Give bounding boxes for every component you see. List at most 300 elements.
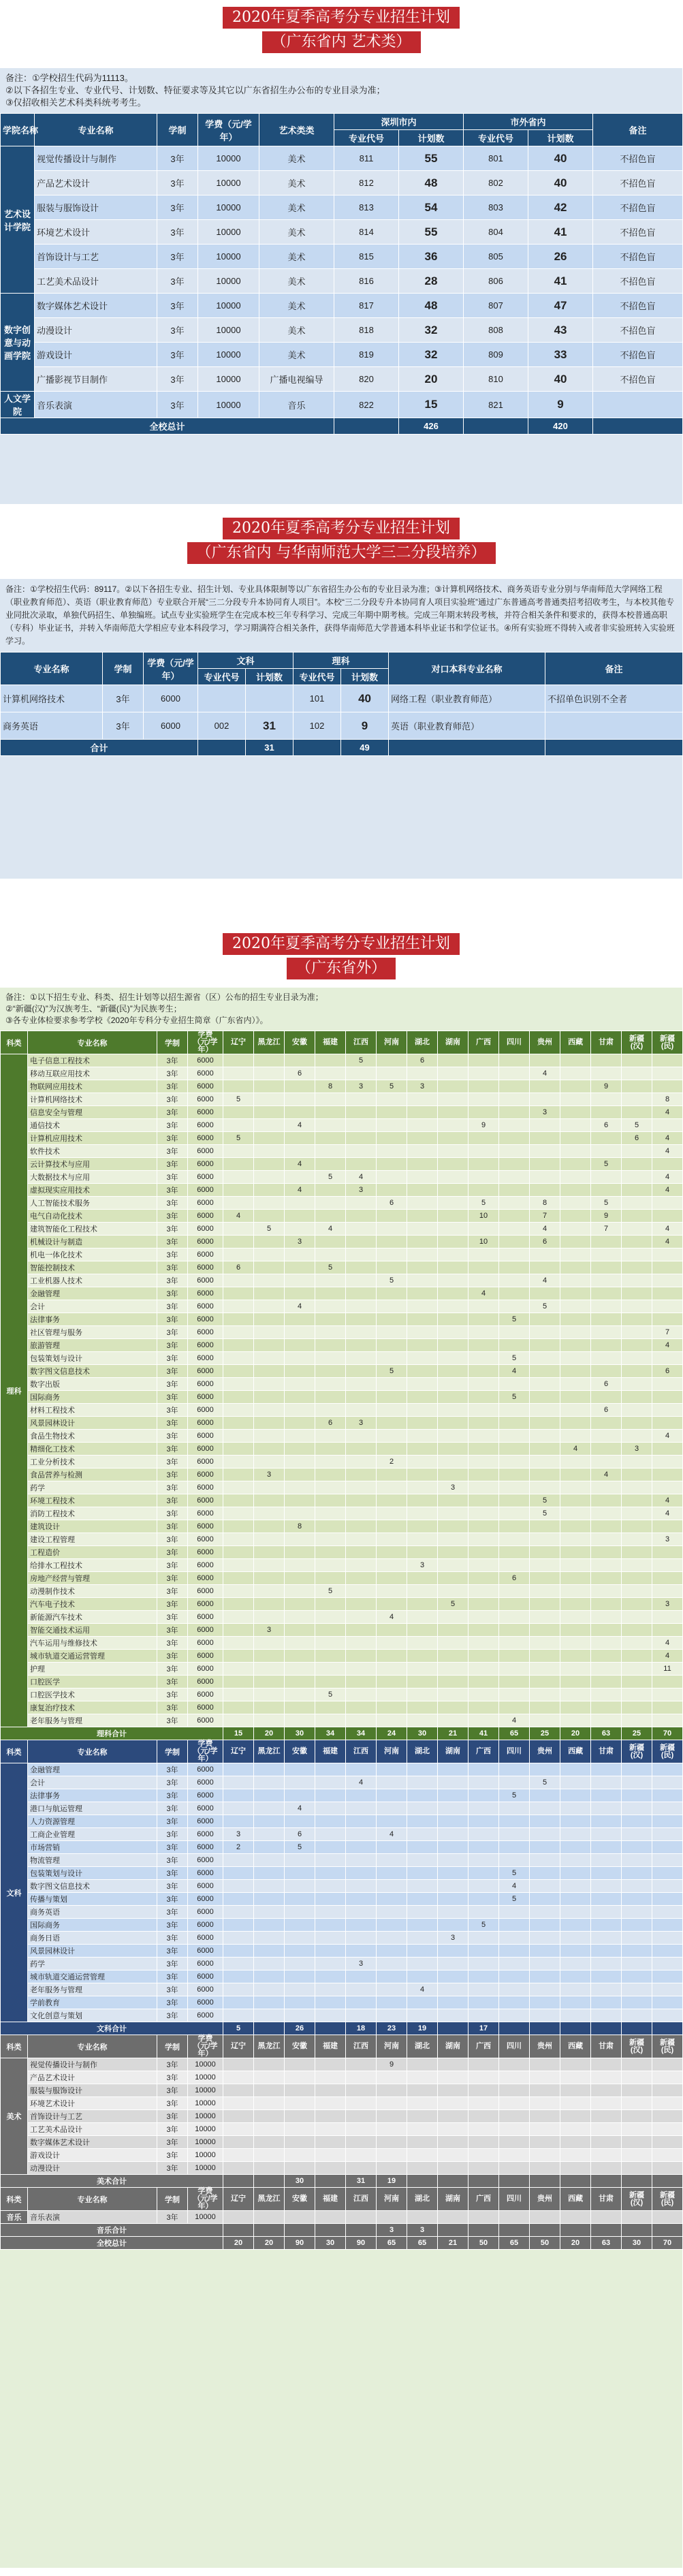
plan-cell bbox=[652, 1300, 683, 1313]
years: 3年 bbox=[157, 1763, 188, 1776]
plan-cell bbox=[438, 1184, 468, 1197]
plan-cell bbox=[499, 1637, 530, 1650]
plan-cell bbox=[499, 1158, 530, 1171]
plan-cell bbox=[407, 1378, 438, 1391]
plan-cell bbox=[499, 2058, 530, 2071]
plan-cell bbox=[285, 1430, 315, 1443]
plan-cell bbox=[377, 1468, 407, 1481]
years: 3年 bbox=[157, 2136, 188, 2149]
plan-cell bbox=[622, 1468, 652, 1481]
plan-cell bbox=[622, 2162, 652, 2175]
fee: 6000 bbox=[188, 1841, 223, 1854]
plan-cell bbox=[499, 2211, 530, 2224]
plan-cell bbox=[560, 2211, 591, 2224]
plan-cell bbox=[438, 1404, 468, 1417]
plan-cell bbox=[560, 1983, 591, 1996]
years: 3年 bbox=[157, 1391, 188, 1404]
plan-cell bbox=[530, 1701, 560, 1714]
plan-cell bbox=[223, 1468, 254, 1481]
code-in: 818 bbox=[334, 318, 399, 343]
plan-cell bbox=[468, 1313, 499, 1326]
plan-cell bbox=[468, 2149, 499, 2162]
plan-cell: 5 bbox=[315, 1261, 346, 1274]
plan-cell bbox=[499, 1119, 530, 1132]
header-province: 新疆(民) bbox=[652, 2188, 683, 2211]
table-row bbox=[1, 1970, 683, 1983]
plan-cell bbox=[591, 1184, 622, 1197]
years: 3年 bbox=[157, 1132, 188, 1145]
plan-cell bbox=[377, 2211, 407, 2224]
plan-cell bbox=[346, 1481, 377, 1494]
header-province: 贵州 bbox=[530, 2035, 560, 2058]
plan-cell bbox=[499, 1688, 530, 1701]
plan-cell: 5 bbox=[315, 1585, 346, 1598]
plan-cell bbox=[254, 1339, 285, 1352]
plan-cell bbox=[377, 1763, 407, 1776]
fee: 6000 bbox=[188, 1287, 223, 1300]
plan-cell bbox=[285, 1481, 315, 1494]
major-name: 游戏设计 bbox=[35, 343, 157, 367]
plan-cell bbox=[499, 1663, 530, 1676]
plan-cell: 6 bbox=[223, 1261, 254, 1274]
plan-cell bbox=[254, 1802, 285, 1815]
plan-cell bbox=[499, 1171, 530, 1184]
years: 3年 bbox=[157, 1559, 188, 1572]
plan-cell bbox=[560, 1585, 591, 1598]
plan-cell bbox=[438, 1132, 468, 1145]
plan-cell bbox=[591, 1663, 622, 1676]
plan-cell bbox=[346, 2211, 377, 2224]
plan-cell bbox=[377, 1106, 407, 1119]
plan-cell bbox=[346, 1854, 377, 1867]
plan-cell bbox=[407, 1676, 438, 1688]
plan-cell bbox=[591, 1339, 622, 1352]
plan-cell bbox=[652, 1983, 683, 1996]
plan-cell bbox=[407, 1763, 438, 1776]
plan-cell bbox=[591, 1854, 622, 1867]
plan-cell bbox=[468, 1339, 499, 1352]
plan-cell bbox=[560, 1404, 591, 1417]
plan-cell bbox=[622, 1210, 652, 1223]
plan-cell bbox=[560, 1841, 591, 1854]
subtotal-cell bbox=[591, 2175, 622, 2188]
plan-cell bbox=[223, 2110, 254, 2123]
plan-cell: 4 bbox=[499, 1880, 530, 1893]
s2-li-code: 101 bbox=[293, 685, 341, 712]
code-in: 822 bbox=[334, 392, 399, 418]
table-row bbox=[1, 2162, 683, 2175]
code-out: 803 bbox=[464, 195, 528, 220]
college-name: 人文学院 bbox=[1, 392, 35, 418]
plan-cell bbox=[591, 1481, 622, 1494]
plan-cell bbox=[285, 1559, 315, 1572]
plan-cell bbox=[407, 1352, 438, 1365]
fee: 10000 bbox=[198, 392, 259, 418]
table-row bbox=[1, 1443, 683, 1456]
header-province: 安徽 bbox=[285, 2188, 315, 2211]
years: 3年 bbox=[157, 1443, 188, 1456]
plan-cell bbox=[468, 1893, 499, 1906]
plan-cell: 4 bbox=[530, 1274, 560, 1287]
plan-cell bbox=[468, 1841, 499, 1854]
s2-header-li-plan: 计划数 bbox=[341, 669, 389, 685]
plan-cell: 10 bbox=[468, 1210, 499, 1223]
table-row bbox=[1, 1507, 683, 1520]
plan-cell bbox=[622, 1776, 652, 1789]
plan-cell bbox=[285, 1274, 315, 1287]
plan-cell bbox=[622, 2211, 652, 2224]
plan-cell bbox=[499, 1106, 530, 1119]
table-row bbox=[1, 1132, 683, 1145]
header-kl: 科类 bbox=[1, 2035, 28, 2058]
section2-subtitle: （广东省内 与华南师范大学三二分段培养） bbox=[187, 542, 496, 564]
plan-cell bbox=[530, 1789, 560, 1802]
plan-cell bbox=[530, 1932, 560, 1945]
plan-cell bbox=[346, 1404, 377, 1417]
plan-cell bbox=[346, 2071, 377, 2084]
years: 3年 bbox=[157, 1624, 188, 1637]
fee: 10000 bbox=[198, 195, 259, 220]
major-name: 康复治疗技术 bbox=[28, 1701, 157, 1714]
plan-cell bbox=[622, 1365, 652, 1378]
fee: 6000 bbox=[188, 1533, 223, 1546]
fee: 10000 bbox=[188, 2162, 223, 2175]
table-row bbox=[1, 1274, 683, 1287]
table-row bbox=[1, 245, 683, 269]
plan-cell bbox=[530, 2110, 560, 2123]
plan-cell bbox=[499, 1223, 530, 1236]
subtotal-cell bbox=[468, 2224, 499, 2237]
header-province: 湖南 bbox=[438, 2035, 468, 2058]
plan-cell bbox=[346, 1893, 377, 1906]
plan-cell bbox=[652, 1158, 683, 1171]
s2-li-plan: 9 bbox=[341, 712, 389, 740]
header-province: 湖南 bbox=[438, 1740, 468, 1763]
plan-cell bbox=[499, 1585, 530, 1598]
major-name: 会计 bbox=[28, 1300, 157, 1313]
plan-cell bbox=[468, 1352, 499, 1365]
plan-cell bbox=[622, 1080, 652, 1093]
plan-cell bbox=[499, 1932, 530, 1945]
header-province: 四川 bbox=[499, 1031, 530, 1054]
plan-cell bbox=[407, 1430, 438, 1443]
plan-cell bbox=[223, 1676, 254, 1688]
plan-cell bbox=[438, 1494, 468, 1507]
plan-cell: 8 bbox=[285, 1520, 315, 1533]
plan-cell bbox=[438, 1171, 468, 1184]
plan-cell bbox=[499, 1970, 530, 1983]
plan-cell bbox=[652, 2009, 683, 2022]
plan-cell bbox=[346, 1624, 377, 1637]
plan-cell bbox=[407, 1624, 438, 1637]
header-province: 辽宁 bbox=[223, 1031, 254, 1054]
plan-cell bbox=[622, 1598, 652, 1611]
years: 3年 bbox=[157, 1637, 188, 1650]
plan-cell: 3 bbox=[622, 1443, 652, 1456]
plan-cell bbox=[622, 1983, 652, 1996]
s2-total-label: 合计 bbox=[1, 740, 198, 756]
plan-cell bbox=[622, 1789, 652, 1802]
plan-cell: 3 bbox=[407, 1080, 438, 1093]
plan-cell bbox=[254, 1650, 285, 1663]
plan-cell bbox=[499, 1919, 530, 1932]
plan-cell: 4 bbox=[285, 1184, 315, 1197]
plan-cell bbox=[499, 2136, 530, 2149]
plan-cell bbox=[468, 1970, 499, 1983]
subtotal-cell: 65 bbox=[499, 1727, 530, 1740]
art-category: 美术 bbox=[259, 318, 334, 343]
plan-cell bbox=[468, 2211, 499, 2224]
plan-cell bbox=[622, 1313, 652, 1326]
subtotal-cell bbox=[499, 2022, 530, 2035]
plan-cell: 3 bbox=[407, 1559, 438, 1572]
plan-cell bbox=[377, 1983, 407, 1996]
header-province: 西藏 bbox=[560, 2035, 591, 2058]
plan-cell bbox=[285, 2123, 315, 2136]
plan-cell bbox=[223, 1494, 254, 1507]
major-name: 动漫设计 bbox=[28, 2162, 157, 2175]
plan-cell bbox=[591, 1906, 622, 1919]
plan-cell bbox=[346, 1650, 377, 1663]
section2-title-block bbox=[0, 518, 682, 567]
table-row bbox=[1, 712, 683, 740]
s2-header-li-code: 专业代号 bbox=[293, 669, 341, 685]
header-row bbox=[1, 2035, 683, 2058]
plan-cell bbox=[560, 1546, 591, 1559]
years: 3年 bbox=[157, 1970, 188, 1983]
fee: 6000 bbox=[188, 1054, 223, 1067]
table-row bbox=[1, 2110, 683, 2123]
fee: 6000 bbox=[188, 1945, 223, 1958]
plan-cell bbox=[622, 2058, 652, 2071]
plan-cell bbox=[223, 1339, 254, 1352]
major-name: 服装与服饰设计 bbox=[35, 195, 157, 220]
plan-in: 48 bbox=[399, 171, 464, 195]
plan-cell bbox=[438, 1080, 468, 1093]
plan-cell bbox=[438, 1880, 468, 1893]
plan-cell bbox=[560, 1326, 591, 1339]
subtotal-label: 美术合计 bbox=[1, 2175, 223, 2188]
plan-cell bbox=[346, 1598, 377, 1611]
subtotal-cell bbox=[530, 2224, 560, 2237]
plan-cell bbox=[407, 1339, 438, 1352]
plan-cell: 9 bbox=[468, 1119, 499, 1132]
plan-cell bbox=[652, 1996, 683, 2009]
major-name: 视觉传播设计与制作 bbox=[28, 2058, 157, 2071]
plan-cell bbox=[530, 1080, 560, 1093]
plan-cell: 4 bbox=[652, 1430, 683, 1443]
major-name: 计算机网络技术 bbox=[28, 1093, 157, 1106]
plan-cell bbox=[285, 1572, 315, 1585]
header-province: 辽宁 bbox=[223, 2035, 254, 2058]
years: 3年 bbox=[157, 1650, 188, 1663]
header-province: 湖北 bbox=[407, 2188, 438, 2211]
plan-cell bbox=[315, 1365, 346, 1378]
plan-cell bbox=[591, 1520, 622, 1533]
plan-cell: 4 bbox=[377, 1611, 407, 1624]
plan-cell bbox=[468, 1983, 499, 1996]
plan-cell bbox=[407, 1637, 438, 1650]
plan-cell bbox=[254, 1701, 285, 1714]
plan-cell bbox=[346, 1533, 377, 1546]
plan-cell bbox=[622, 1507, 652, 1520]
plan-cell bbox=[438, 2123, 468, 2136]
plan-cell bbox=[530, 1637, 560, 1650]
section3-note-1: 备注：①以下招生专业、科类、招生计划等以招生源省（区）公布的招生专业目录为准； bbox=[5, 992, 323, 1002]
plan-cell bbox=[254, 1248, 285, 1261]
table-row bbox=[1, 1919, 683, 1932]
college-name: 艺术设计学院 bbox=[1, 146, 35, 294]
plan-cell bbox=[468, 1248, 499, 1261]
plan-cell bbox=[254, 1197, 285, 1210]
plan-cell bbox=[530, 1378, 560, 1391]
plan-cell bbox=[438, 2211, 468, 2224]
plan-cell bbox=[591, 1802, 622, 1815]
years: 3年 bbox=[157, 1663, 188, 1676]
plan-cell bbox=[223, 1906, 254, 1919]
fee: 6000 bbox=[188, 1932, 223, 1945]
plan-cell bbox=[346, 1802, 377, 1815]
plan-cell bbox=[560, 1970, 591, 1983]
plan-cell bbox=[223, 1802, 254, 1815]
grand-total-cell: 20 bbox=[223, 2237, 254, 2250]
fee: 10000 bbox=[198, 343, 259, 367]
plan-cell bbox=[468, 1184, 499, 1197]
plan-cell bbox=[499, 2009, 530, 2022]
section2-notes: 备注：①学校招生代码：89117。②以下各招生专业、招生计划、专业具体限制等以广东省招生办公布的专业目录为准；③计算机网络技术、商务英语专业分别与华南师范大学网络工程（职业教育师范）、英语（职业教育师范）专业联合开展“三二分段专升本协同育人项目”。本校“三二分段专升本协同育人项目实验班”通过广东普通高考普通类招考招收考生，与本校其他专业同批次录取，单独代码招生、单独编班。试点专业实验班学生在完成本校三年专科学习、完成三年期中期考核。完成三年期末转段考核，并符合相关条件和要求的，获得本校普通高职（专科）毕业证书，并转入华南师范大学相应专业本科段学习，学习期满符合相关条件，获得华南师范大学普通本科毕业证书和学位证书。④所有实验班不得转入或者非实验班转入实验班学习。 bbox=[5, 584, 675, 646]
plan-cell bbox=[285, 1093, 315, 1106]
fee: 10000 bbox=[188, 2058, 223, 2071]
plan-cell bbox=[530, 1287, 560, 1300]
subtotal-cell bbox=[622, 2224, 652, 2237]
plan-cell bbox=[530, 1815, 560, 1828]
fee: 6000 bbox=[188, 1261, 223, 1274]
plan-cell bbox=[499, 1533, 530, 1546]
plan-cell bbox=[315, 1958, 346, 1970]
plan-cell bbox=[315, 1598, 346, 1611]
plan-cell bbox=[254, 1637, 285, 1650]
plan-cell bbox=[530, 1391, 560, 1404]
plan-cell bbox=[530, 1763, 560, 1776]
table-row bbox=[1, 1365, 683, 1378]
plan-cell bbox=[499, 1468, 530, 1481]
plan-cell bbox=[560, 1080, 591, 1093]
years: 3年 bbox=[157, 1546, 188, 1559]
plan-cell bbox=[652, 1893, 683, 1906]
plan-cell bbox=[377, 1184, 407, 1197]
header-province: 贵州 bbox=[530, 1740, 560, 1763]
plan-cell bbox=[468, 1507, 499, 1520]
remark: 不招色盲 bbox=[593, 343, 683, 367]
plan-cell bbox=[530, 1430, 560, 1443]
plan-cell bbox=[377, 1919, 407, 1932]
plan-cell bbox=[315, 1326, 346, 1339]
plan-cell bbox=[560, 1598, 591, 1611]
major-name: 食品生物技术 bbox=[28, 1430, 157, 1443]
plan-cell: 5 bbox=[223, 1093, 254, 1106]
plan-cell bbox=[377, 2110, 407, 2123]
section2-panel bbox=[0, 579, 682, 879]
plan-cell bbox=[652, 1404, 683, 1417]
plan-cell bbox=[254, 2071, 285, 2084]
plan-cell bbox=[622, 1223, 652, 1236]
plan-cell: 3 bbox=[530, 1106, 560, 1119]
plan-cell bbox=[591, 1637, 622, 1650]
header-fee: 学费（元/学年） bbox=[198, 114, 259, 146]
code-in: 817 bbox=[334, 294, 399, 318]
code-out: 805 bbox=[464, 245, 528, 269]
plan-cell bbox=[407, 1867, 438, 1880]
fee: 6000 bbox=[188, 1171, 223, 1184]
plan-cell bbox=[530, 1352, 560, 1365]
fee: 6000 bbox=[188, 1080, 223, 1093]
plan-cell bbox=[315, 1119, 346, 1132]
plan-cell bbox=[223, 1559, 254, 1572]
plan-cell bbox=[622, 1906, 652, 1919]
plan-cell bbox=[438, 1906, 468, 1919]
plan-cell bbox=[407, 1507, 438, 1520]
plan-cell bbox=[223, 1533, 254, 1546]
plan-cell bbox=[407, 1611, 438, 1624]
plan-cell bbox=[652, 1417, 683, 1430]
plan-cell: 4 bbox=[346, 1171, 377, 1184]
years: 3年 bbox=[157, 1854, 188, 1867]
plan-cell bbox=[315, 1841, 346, 1854]
plan-cell bbox=[560, 1763, 591, 1776]
plan-cell bbox=[346, 2097, 377, 2110]
plan-cell bbox=[530, 1184, 560, 1197]
plan-cell bbox=[254, 1261, 285, 1274]
table-row bbox=[1, 1054, 683, 1067]
years: 3年 bbox=[157, 1378, 188, 1391]
plan-cell: 3 bbox=[254, 1624, 285, 1637]
plan-in: 15 bbox=[399, 392, 464, 418]
table-row bbox=[1, 2009, 683, 2022]
plan-cell bbox=[407, 1585, 438, 1598]
plan-cell bbox=[560, 2162, 591, 2175]
plan-cell bbox=[468, 1572, 499, 1585]
plan-cell bbox=[438, 1958, 468, 1970]
major-name: 老年服务与管理 bbox=[28, 1983, 157, 1996]
plan-cell bbox=[591, 1598, 622, 1611]
s2-wen-code bbox=[198, 685, 246, 712]
remark: 不招色盲 bbox=[593, 269, 683, 294]
header-fee: 学费（元/学年） bbox=[188, 2035, 223, 2058]
header-province: 广西 bbox=[468, 1740, 499, 1763]
table-row bbox=[1, 1611, 683, 1624]
plan-cell bbox=[407, 1443, 438, 1456]
plan-cell: 4 bbox=[285, 1158, 315, 1171]
plan-cell bbox=[468, 1945, 499, 1958]
major-name: 游戏设计 bbox=[28, 2149, 157, 2162]
table-row bbox=[1, 1391, 683, 1404]
plan-cell bbox=[377, 1893, 407, 1906]
plan-cell bbox=[560, 1456, 591, 1468]
header-province: 湖北 bbox=[407, 1031, 438, 1054]
plan-cell bbox=[652, 1210, 683, 1223]
section1-note-1: 备注：①学校招生代码为11113。 bbox=[5, 73, 133, 83]
section1-total-in: 426 bbox=[399, 418, 464, 435]
plan-cell bbox=[499, 2097, 530, 2110]
plan-cell bbox=[438, 1611, 468, 1624]
plan-cell bbox=[468, 1223, 499, 1236]
plan-cell: 4 bbox=[468, 1287, 499, 1300]
plan-cell bbox=[591, 1145, 622, 1158]
subtotal-cell bbox=[438, 2224, 468, 2237]
fee: 6000 bbox=[188, 1714, 223, 1727]
header-years: 学制 bbox=[157, 114, 198, 146]
plan-cell bbox=[438, 1197, 468, 1210]
